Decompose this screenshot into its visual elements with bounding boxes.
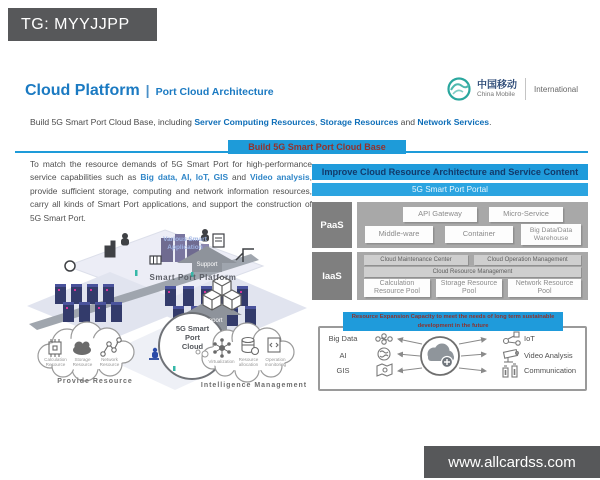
paragraph-keyword-2: Video analysis [249,172,310,183]
5g-cloud-label: 5G Smart Port Cloud [175,324,210,351]
paas-container [357,202,588,248]
iaas-label: IaaS [312,252,352,300]
gis-map-icon [377,364,392,376]
cloud-resource-management-box: Cloud Resource Management [364,267,581,277]
tg-banner: TG: MYYJJPP [8,8,157,41]
china-mobile-logo [446,76,578,102]
expansion-banner: Resource Expansion Capacity to meet the needs of long term sustainable development in the future [343,312,563,331]
video-camera-icon [504,350,519,362]
support-label-2: Support [201,318,223,324]
storage-cloud-icon [73,342,91,356]
intro-end: . [489,117,492,127]
gis-label: GIS [336,366,350,375]
page-title [25,82,274,100]
storage-resource-label: Storage Resource [72,357,93,368]
cloud-maintenance-center-box: Cloud Maintenance Center [364,255,468,265]
middleware-box: Middle-ware [365,226,433,243]
network-pool-box: Network Resource Pool [508,279,581,297]
intro-text [30,117,582,127]
virtualization-label: Virtualization [208,359,235,364]
paragraph-p1: To match the resource demands of 5G Smart Port for high-performance service capabilities such as [30,159,312,183]
storage-pool-box: Storage Resource Pool [436,279,502,297]
title-subtitle: Port Cloud Architecture [155,86,274,98]
cloud-operation-management-box: Cloud Operation Management [474,255,581,265]
video-analysis-label: Video Analysis [524,351,573,360]
improve-header: Improve Cloud Resource Architecture and Service Content [312,164,588,180]
logo-divider [525,78,526,100]
portal-bar: 5G Smart Port Portal [312,183,588,196]
website-banner: www.allcardss.com [424,446,600,478]
iot-icon [504,332,521,345]
intro-keyword-2: Storage Resources [319,117,399,127]
paragraph-p3: , provide sufficient storage, computing and network information resources, carry all kinds of Smart Port applications, and support the construction of 5G Smart Port. [30,172,312,223]
isometric-diagram [15,226,313,402]
big-data-warehouse-box: Big Data/Data Warehouse [521,224,581,245]
various-apps-label: Various Smart Application [163,236,207,252]
china-mobile-logo-icon [446,76,472,102]
iaas-container [357,252,588,300]
left-paragraph [30,158,312,225]
big-data-label: Big Data [328,334,358,343]
paragraph-keyword-1: Big data, AI, IoT, GIS [140,172,229,183]
iot-label: IoT [524,334,535,343]
intro-mid1: , [315,117,320,127]
operation-monitoring-label: Operation monitoring [264,357,287,368]
ai-brain-icon [378,348,390,360]
resource-allocation-label: Resource allocation [238,357,259,368]
diagram-canvas [15,226,313,402]
container-box: Container [445,226,513,243]
api-gateway-box: API Gateway [403,207,477,222]
big-data-icon [376,334,392,344]
paragraph-p2: and [228,172,250,183]
intelligence-management-caption: Intelligence Management [200,382,308,389]
calculation-pool-box: Calculation Resource Pool [364,279,430,297]
title-main: Cloud Platform [25,82,140,99]
intro-keyword-3: Network Services [417,117,490,127]
support-label-1: Support [196,262,218,268]
build-banner: Build 5G Smart Port Cloud Base [228,140,406,154]
server-racks-left [55,284,122,322]
intro-keyword-1: Server Computing Resources [194,117,316,127]
intro-mid2: and [398,117,418,127]
logo-international: International [534,84,579,94]
smart-port-platform-label: Smart Port Platform [149,273,237,282]
ai-label: AI [339,351,347,360]
communication-label: Communication [524,366,577,375]
paas-label: PaaS [312,202,352,248]
communication-icon [503,364,517,377]
logo-text-en: China Mobile [477,90,515,98]
provide-resource-caption: Provide Resource [57,378,133,385]
intro-pre: Build 5G Smart Port Cloud Base, including [30,117,195,127]
logo-text-cn: 中国移动 [477,79,517,91]
title-separator: | [145,82,150,98]
network-resource-label: Network Resource [99,357,120,368]
calculation-resource-label: Calculation Resource [44,357,67,368]
code-doc-icon [268,338,280,352]
micro-service-box: Micro-Service [489,207,563,222]
